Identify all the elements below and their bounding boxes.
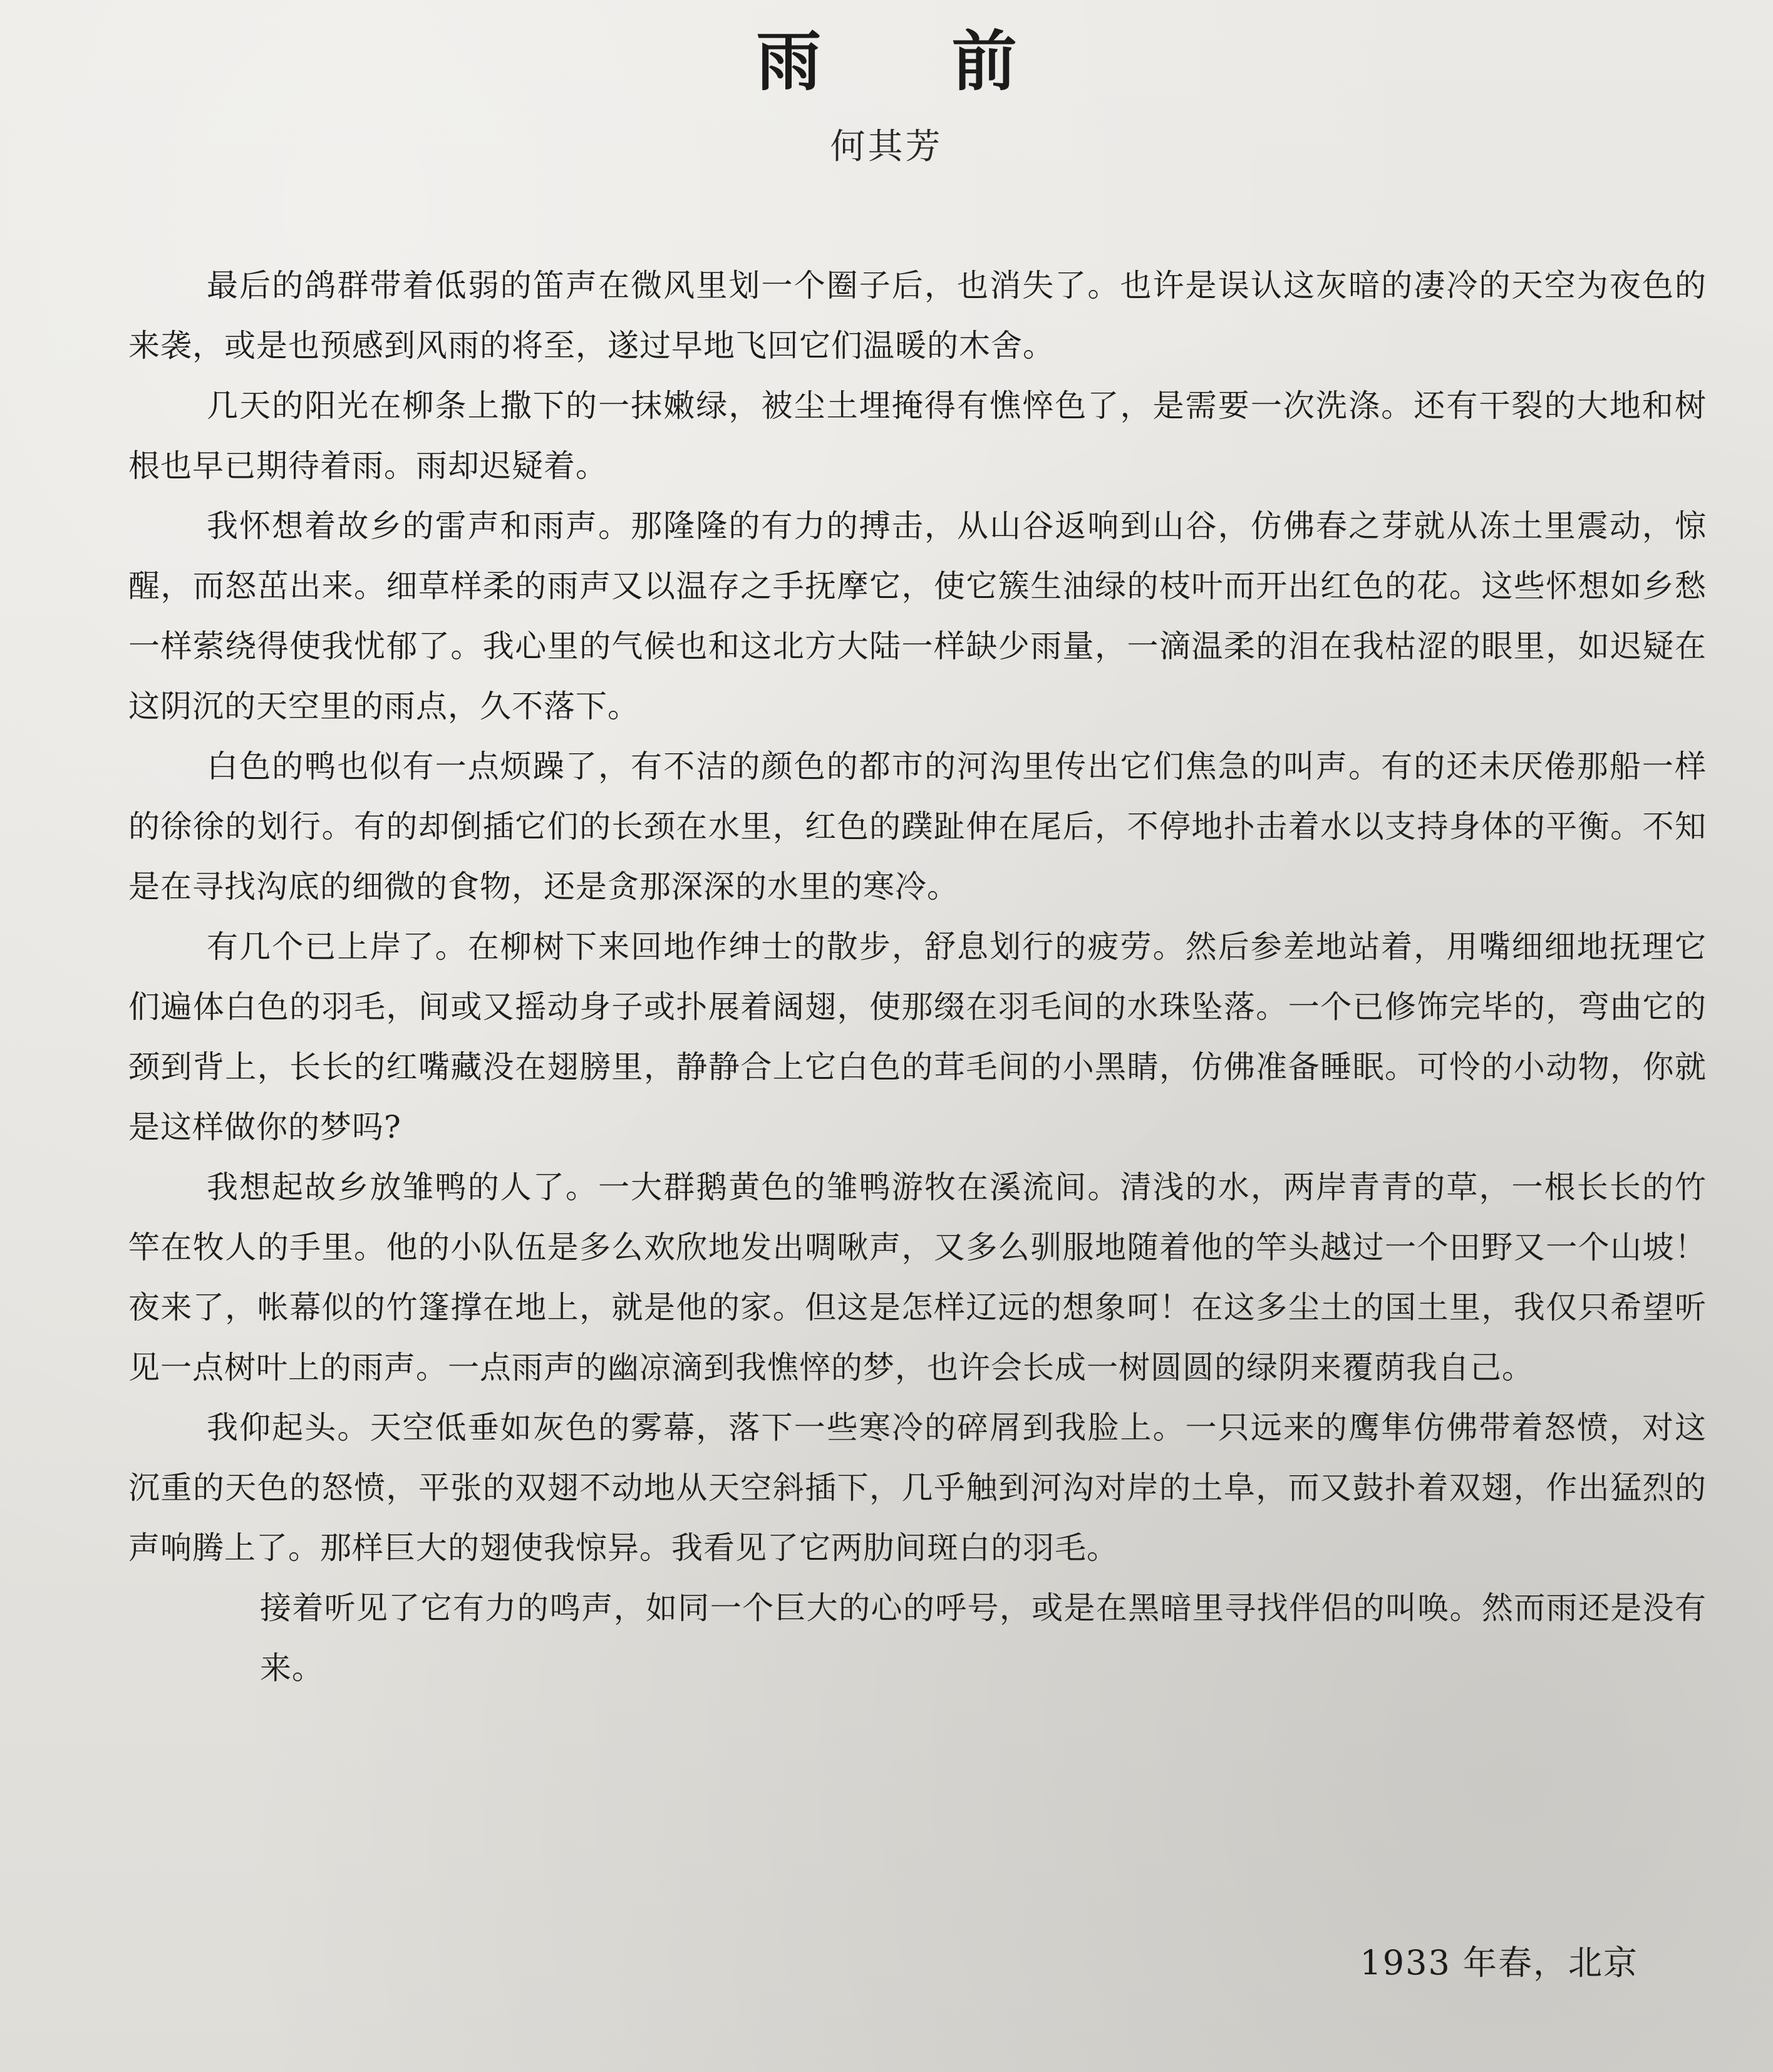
essay-title: 雨 前 — [756, 23, 1071, 100]
paragraph-8: 接着听见了它有力的鸣声，如同一个巨大的心的呼号，或是在黑暗里寻找伴侣的叫唤。然而雨还是没有来。 — [260, 1590, 1707, 1686]
paragraph-6: 我想起故乡放雏鸭的人了。一大群鹅黄色的雏鸭游牧在溪流间。清浅的水，两岸青青的草，一根长长的竹竿在牧人的手里。他的小队伍是多么欢欣地发出啁啾声，又多么驯服地随着他的竿头越过一个田野又一个山坡！夜来了，帐幕似的竹篷撑在地上，就是他的家。但这是怎样辽远的想象呵！在这多尘土的国土里，我仅只希望听见一点树叶上的雨声。一点雨声的幽凉滴到我憔悴的梦，也许会长成一树圆圆的绿阴来覆荫我自己。 — [128, 1169, 1707, 1386]
paragraph-3: 我怀想着故乡的雷声和雨声。那隆隆的有力的搏击，从山谷返响到山谷，仿佛春之芽就从冻土里震动，惊醒，而怒茁出来。细草样柔的雨声又以温存之手抚摩它，使它簇生油绿的枝叶而开出红色的花。这些怀想如乡愁一样萦绕得使我忧郁了。我心里的气候也和这北方大陆一样缺少雨量，一滴温柔的泪在我枯涩的眼里，如迟疑在这阴沉的天空里的雨点，久不落下。 — [128, 508, 1707, 724]
paragraph-4: 白色的鸭也似有一点烦躁了，有不洁的颜色的都市的河沟里传出它们焦急的叫声。有的还未厌倦那船一样的徐徐的划行。有的却倒插它们的长颈在水里，红色的蹼趾伸在尾后，不停地扑击着水以支持身体的平衡。不知是在寻找沟底的细微的食物，还是贪那深深的水里的寒冷。 — [128, 748, 1707, 905]
paragraph-5: 有几个已上岸了。在柳树下来回地作绅士的散步，舒息划行的疲劳。然后参差地站着，用嘴细细地抚理它们遍体白色的羽毛，间或又摇动身子或扑展着阔翅，使那缀在羽毛间的水珠坠落。一个已修饰完毕的，弯曲它的颈到背上，长长的红嘴藏没在翅膀里，静静合上它白色的茸毛间的小黑睛，仿佛准备睡眠。可怜的小动物，你就是这样做你的梦吗? — [128, 929, 1707, 1145]
date-place: 1933 年春，北京 — [1360, 1943, 1638, 1982]
essay-body — [128, 255, 1707, 1698]
paragraph-7: 我仰起头。天空低垂如灰色的雾幕，落下一些寒冷的碎屑到我脸上。一只远来的鹰隼仿佛带着怒愤，对这沉重的天色的怒愤，平张的双翅不动地从天空斜插下，几乎触到河沟对岸的土阜，而又鼓扑着双翅，作出猛烈的声响腾上了。那样巨大的翅使我惊异。我看见了它两肋间斑白的羽毛。 — [128, 1410, 1707, 1566]
author-name: 何其芳 — [830, 126, 943, 167]
paragraph-2: 几天的阳光在柳条上撒下的一抹嫩绿，被尘土埋掩得有憔悴色了，是需要一次洗涤。还有干裂的大地和树根也早已期待着雨。雨却迟疑着。 — [128, 388, 1707, 484]
paragraph-1: 最后的鸽群带着低弱的笛声在微风里划一个圈子后，也消失了。也许是误认这灰暗的凄冷的天空为夜色的来袭，或是也预感到风雨的将至，遂过早地飞回它们温暖的木舍。 — [128, 267, 1707, 364]
